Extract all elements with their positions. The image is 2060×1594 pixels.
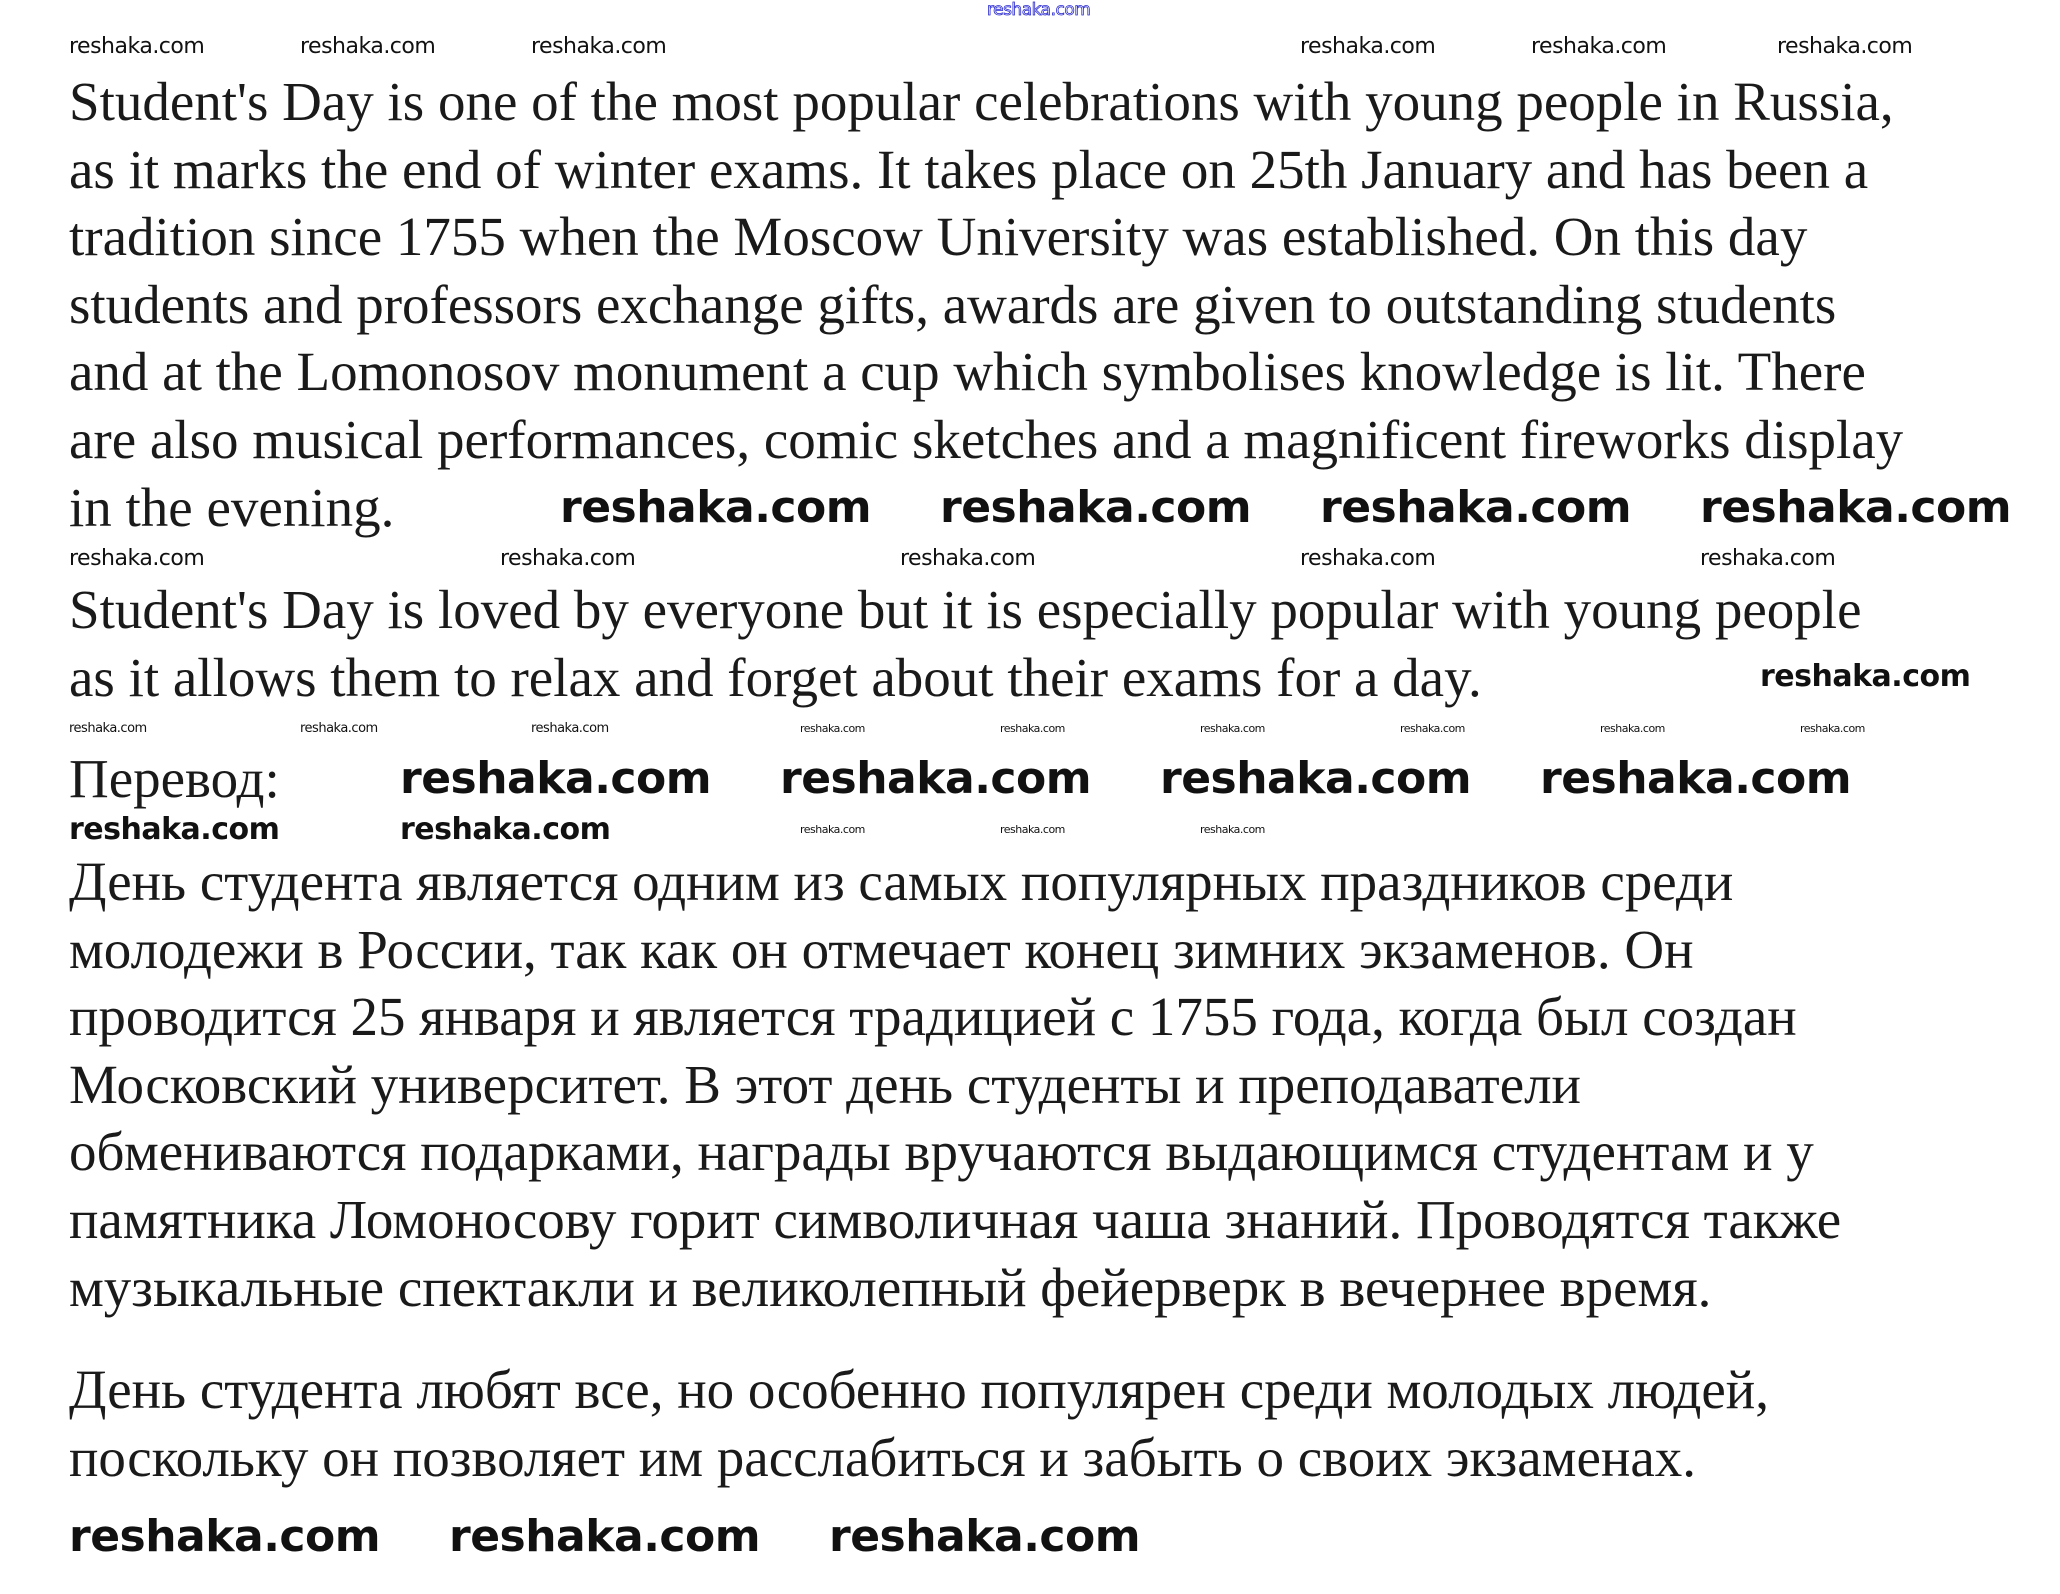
watermark: reshaka.com xyxy=(1200,823,1265,836)
watermark: reshaka.com xyxy=(1320,482,1632,533)
watermark: reshaka.com xyxy=(1300,546,1436,571)
russian-paragraph-2 xyxy=(69,1356,1769,1491)
watermark: reshaka.com xyxy=(800,823,865,836)
watermark: reshaka.com xyxy=(1000,823,1065,836)
translation-heading xyxy=(69,745,280,813)
text-line: музыкальные спектакли и великолепный фейерверк в вечернее время. xyxy=(69,1256,1712,1318)
watermark-link[interactable]: reshaka.com xyxy=(987,0,1091,20)
text-line: Student's Day is one of the most popular celebrations with young people in Russia, xyxy=(69,71,1894,132)
watermark: reshaka.com xyxy=(531,721,609,736)
english-paragraph-2 xyxy=(69,576,1862,711)
watermark: reshaka.com xyxy=(1700,482,2012,533)
text-line: and at the Lomonosov monument a cup which symbolises knowledge is lit. There xyxy=(69,341,1866,403)
watermark: reshaka.com xyxy=(1400,722,1465,735)
text-line: Student's Day is loved by everyone but it is especially popular with young people xyxy=(69,579,1862,640)
watermark: reshaka.com xyxy=(69,546,205,571)
watermark: reshaka.com xyxy=(1160,753,1472,804)
watermark: reshaka.com xyxy=(1531,34,1667,59)
watermark: reshaka.com xyxy=(800,722,865,735)
watermark: reshaka.com xyxy=(69,812,280,847)
text-line: students and professors exchange gifts, awards are given to outstanding students xyxy=(69,273,1837,335)
english-paragraph-1 xyxy=(69,68,1903,541)
watermark: reshaka.com xyxy=(300,34,436,59)
watermark: reshaka.com xyxy=(1540,753,1852,804)
watermark: reshaka.com xyxy=(1200,722,1265,735)
watermark: reshaka.com xyxy=(69,721,147,736)
text-line: памятника Ломоносову горит символичная чаша знаний. Проводятся также xyxy=(69,1188,1842,1250)
text-line: День студента является одним из самых популярных праздников среди xyxy=(69,851,1734,912)
text-line: as it marks the end of winter exams. It takes place on 25th January and has been a xyxy=(69,138,1869,200)
text-line: поскольку он позволяет им расслабиться и забыть о своих экзаменах. xyxy=(69,1426,1696,1488)
watermark: reshaka.com xyxy=(400,753,712,804)
watermark: reshaka.com xyxy=(69,1511,381,1562)
watermark: reshaka.com xyxy=(940,482,1252,533)
watermark: reshaka.com xyxy=(1700,546,1836,571)
text-line: in the evening. xyxy=(69,476,395,538)
watermark: reshaka.com xyxy=(1760,659,1971,694)
text-line: are also musical performances, comic sketches and a magnificent fireworks display xyxy=(69,408,1904,470)
text-line: молодежи в России, так как он отмечает конец зимних экзаменов. Он xyxy=(69,918,1694,980)
watermark: reshaka.com xyxy=(1777,34,1913,59)
heading-text: Перевод: xyxy=(69,748,280,809)
watermark: reshaka.com xyxy=(69,34,205,59)
watermark: reshaka.com xyxy=(780,753,1092,804)
watermark: reshaka.com xyxy=(500,546,636,571)
watermark: reshaka.com xyxy=(829,1511,1141,1562)
watermark: reshaka.com xyxy=(531,34,667,59)
watermark: reshaka.com xyxy=(400,812,611,847)
text-line: tradition since 1755 when the Moscow University was established. On this day xyxy=(69,206,1808,268)
watermark: reshaka.com xyxy=(449,1511,761,1562)
watermark: reshaka.com xyxy=(900,546,1036,571)
text-line: Московский университет. В этот день студенты и преподаватели xyxy=(69,1053,1581,1115)
text-line: День студента любят все, но особенно популярен среди молодых людей, xyxy=(69,1359,1769,1420)
text-line: обмениваются подарками, награды вручаются выдающимся студентам и у xyxy=(69,1121,1814,1183)
text-line: as it allows them to relax and forget about their exams for a day. xyxy=(69,646,1482,708)
watermark: reshaka.com xyxy=(300,721,378,736)
russian-paragraph-1 xyxy=(69,848,1841,1321)
watermark: reshaka.com xyxy=(1300,34,1436,59)
watermark: reshaka.com xyxy=(1600,722,1665,735)
watermark: reshaka.com xyxy=(1800,722,1865,735)
watermark: reshaka.com xyxy=(1000,722,1065,735)
watermark: reshaka.com xyxy=(560,482,872,533)
text-line: проводится 25 января и является традицией с 1755 года, когда был создан xyxy=(69,986,1797,1048)
